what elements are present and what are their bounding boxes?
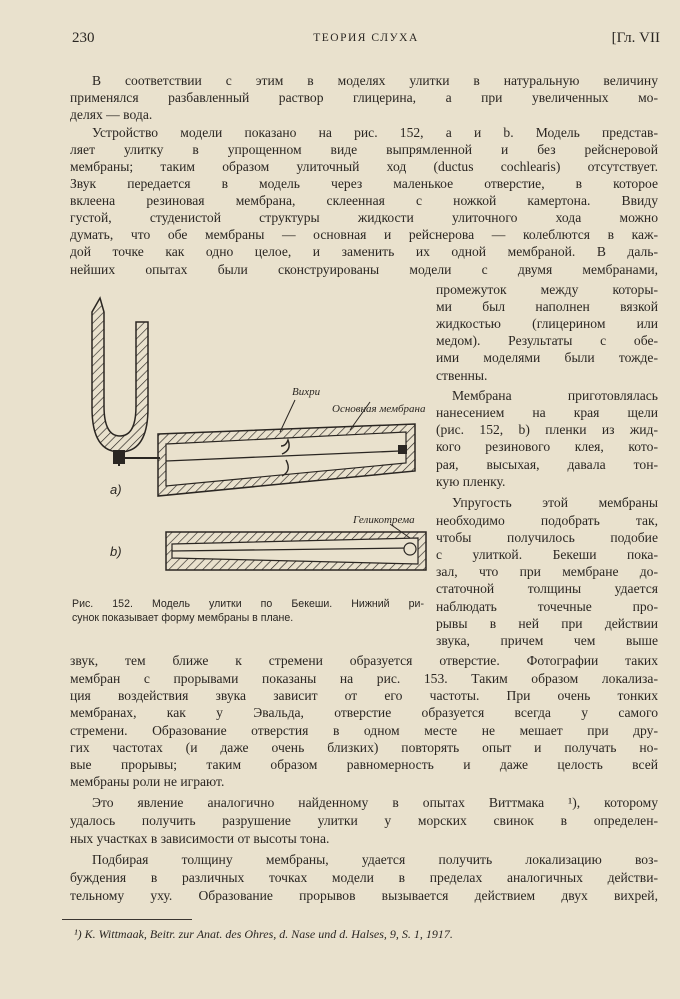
text-line: кую пленку.: [436, 474, 506, 489]
page-header: [72, 30, 660, 52]
text-line: Устройство модели показано на рис. 152, a и b. Модель представ-: [92, 125, 658, 140]
text-line: буждения в различных точках модели в пределах аналогичных действи-: [70, 870, 658, 885]
text-line: рывы в ней при действии: [436, 616, 658, 631]
text-line: мембраны роли не играют.: [70, 774, 225, 789]
text-line: мембранах, как у Эвальда, отверстие образуется всегда у самого: [70, 705, 658, 720]
text-line: мембран с прорывами показаны на рис. 153. Таким образом локализа-: [70, 671, 658, 686]
text-line: тельному уху. Образование прорывов вызывается действием двух вихрей,: [70, 888, 658, 903]
text-line: рая, высыхая, давала тон-: [436, 457, 658, 472]
text-line: (рис. 152, b) пленки из жид-: [436, 422, 658, 437]
tuning-fork: [92, 298, 148, 466]
text-line: ми был наполнен вязкой: [436, 299, 658, 314]
text-line: гих частотах (и даже очень близких) повторять опыт и получать но-: [70, 740, 658, 755]
text-line: ственны.: [436, 368, 488, 383]
running-title: ТЕОРИЯ СЛУХА: [313, 32, 419, 44]
text-line: промежуток между которы-: [436, 282, 658, 297]
model-a-body: [158, 424, 415, 496]
text-line: дой точке как одно целое, и заменить их одной мембраной. В даль-: [70, 244, 658, 259]
text-line: думать, что обе мембраны — основная и рейснерова — колеблются в каж-: [70, 227, 658, 242]
text-line: статочной толщины удается: [436, 581, 658, 596]
text-line: мембраны; таким образом улиточный ход (ductus cochlearis) отсутствует.: [70, 159, 658, 174]
text-line: необходимо подобрать так,: [436, 513, 658, 528]
chapter-marker: [Гл. VII: [611, 30, 660, 46]
figure-caption: сунок показывает форму мембраны в плане.: [72, 612, 294, 624]
footnote-rule: [62, 919, 192, 920]
text-line: ция воздействия звука зависит от его частоты. При очень тонких: [70, 688, 658, 703]
model-b-plan: [166, 532, 426, 570]
figure-caption: Рис. 152. Модель улитки по Бекеши. Нижний ри-: [72, 598, 424, 610]
text-line: Мембрана приготовлялась: [452, 388, 658, 403]
text-line: применялся разбавленный раствор глицерина, а при увеличенных мо-: [70, 90, 658, 105]
text-line: В соответствии с этим в моделях улитки в натуральную величину: [92, 73, 658, 88]
text-line: медом). Результаты с обе-: [436, 333, 658, 348]
footnote: ¹) K. Wittmaak, Beitr. zur Anat. des Ohres, d. Nase und d. Halses, 9, S. 1, 1917.: [74, 927, 453, 941]
text-line: наблюдать точечные про-: [436, 599, 658, 614]
text-line: с улиткой. Бекеши пока-: [436, 547, 658, 562]
text-line: звука, причем чем выше: [436, 633, 658, 648]
text-line: вклеена резиновая мембрана, склеенная с ножкой камертона. Ввиду: [70, 193, 658, 208]
text-line: кого резинового клея, кото-: [436, 439, 658, 454]
text-line: Упругость этой мембраны: [452, 495, 658, 510]
text-line: зал, что при мембране до-: [436, 564, 658, 579]
label-sub-b: b): [110, 544, 122, 559]
page-number: 230: [72, 30, 95, 46]
text-line: Звук передается в модель через маленькое отверстие, в которое: [70, 176, 658, 191]
pointer-vortices: [280, 400, 295, 432]
text-line: ими моделями были тожде-: [436, 350, 658, 365]
text-line: чтобы получилось подобие: [436, 530, 658, 545]
cochlea-model-drawing: [70, 286, 430, 586]
label-basilar-membrane: Основная мембрана: [332, 403, 426, 415]
text-line: Это явление аналогично найденному в опытах Виттмака ¹), которому: [92, 795, 658, 810]
text-line: Подбирая толщину мембраны, удается получить локализацию воз-: [92, 852, 658, 867]
text-line: стремени. Образование отверстия в одном месте не мешает при дру-: [70, 723, 658, 738]
label-vortices: Вихри: [292, 386, 321, 398]
text-line: вые прорывы; таким образом равномерность и даже целость всей: [70, 757, 658, 772]
text-line: нейших опытах были сконструированы модели с двумя мембранами,: [70, 262, 658, 277]
text-line: делях — вода.: [70, 107, 153, 122]
label-helicotrema: Геликотрема: [353, 514, 415, 526]
text-line: жидкостью (глицерином или: [436, 316, 658, 331]
text-line: ляет улитку в упрощенном виде выпрямленной и без рейснеровой: [70, 142, 658, 157]
figure-152: [70, 286, 430, 586]
text-line: нанесением на края щели: [436, 405, 658, 420]
label-sub-a: a): [110, 482, 122, 497]
text-line: густой, студенистой структуры жидкости улиточного хода можно: [70, 210, 658, 225]
text-line: удалось получить разрушение улитки у морских свинок в определен-: [70, 813, 658, 828]
text-line: ных участках в зависимости от высоты тона.: [70, 831, 330, 846]
text-line: звук, тем ближе к стремени образуется отверстие. Фотографии таких: [70, 653, 658, 668]
